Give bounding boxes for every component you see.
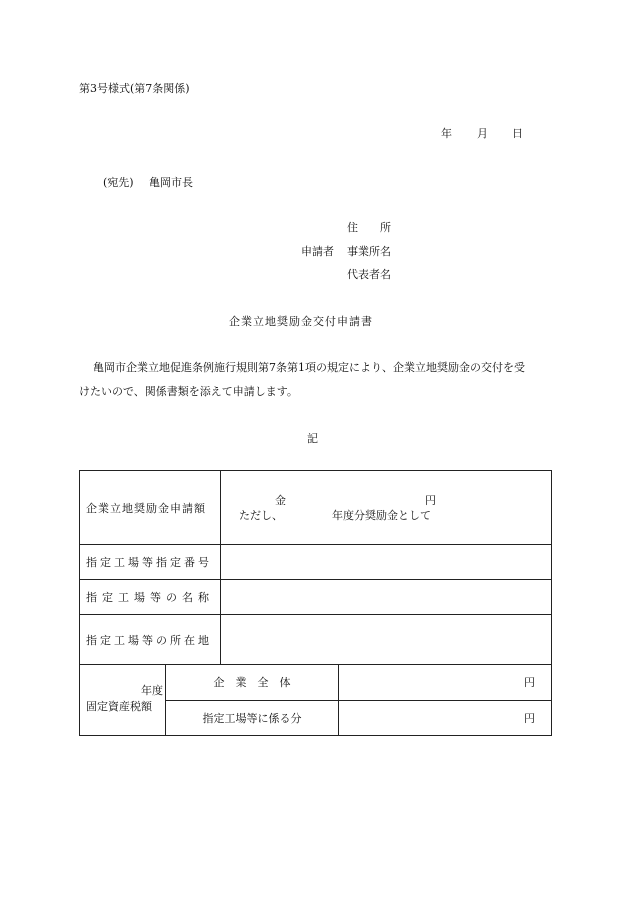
body-text-line1: 亀岡市企業立地促進条例施行規則第7条第1項の規定により、企業立地奨励金の交付を受 xyxy=(93,361,525,374)
row-factory-location-label: 指定工場等の所在地 xyxy=(80,615,221,665)
row-amount-label: 企業立地奨励金申請額 xyxy=(80,471,221,545)
body-text-line2: けたいので、関係書類を添えて申請します。 xyxy=(79,385,298,398)
row-factory-name-value[interactable] xyxy=(221,580,552,615)
row-factory-name-label: 指定工場等の名称 xyxy=(80,580,221,615)
fiscal-year-suffix: 年度分奨励金として xyxy=(332,509,431,522)
kin-label: 金 xyxy=(275,494,286,507)
ki-label: 記 xyxy=(307,432,318,445)
form-number: 第3号様式(第7条関係) xyxy=(79,82,190,95)
property-tax-sub1-label-cell xyxy=(166,665,339,701)
property-tax-year-label: 年度 xyxy=(141,684,163,697)
amount-yen-label: 円 xyxy=(425,494,436,507)
applicant-office-name-label: 事業所名 xyxy=(347,245,391,258)
addressee-prefix: (宛先) xyxy=(103,176,134,189)
property-tax-main-label: 固定資産税額 xyxy=(86,700,152,713)
date-day: 日 xyxy=(512,127,523,140)
property-tax-yen1: 円 xyxy=(524,676,535,690)
applicant-role: 申請者 xyxy=(301,245,334,258)
date-month: 月 xyxy=(477,127,488,140)
applicant-address-label: 住 所 xyxy=(347,221,391,234)
property-tax-yen2: 円 xyxy=(524,711,535,725)
property-tax-sub2-label: 指定工場等に係る分 xyxy=(202,711,302,725)
property-tax-sub1-label: 企 業 全 体 xyxy=(213,676,291,690)
row-designation-number-label: 指定工場等指定番号 xyxy=(80,545,221,580)
row-designation-number-value[interactable] xyxy=(221,545,552,580)
application-table xyxy=(79,470,552,736)
row-property-tax-label xyxy=(80,665,166,736)
document-title: 企業立地奨励金交付申請書 xyxy=(229,315,373,328)
tadashi-label: ただし、 xyxy=(239,509,283,522)
applicant-representative-label: 代表者名 xyxy=(347,268,391,281)
property-tax-sub2-value[interactable] xyxy=(339,700,552,736)
row-factory-location-value[interactable] xyxy=(221,615,552,665)
row-amount-value[interactable] xyxy=(221,471,552,545)
property-tax-sub1-value[interactable] xyxy=(339,665,552,701)
addressee-name: 亀岡市長 xyxy=(149,176,193,189)
date-year: 年 xyxy=(441,127,452,140)
property-tax-sub2-label-cell xyxy=(166,700,339,736)
